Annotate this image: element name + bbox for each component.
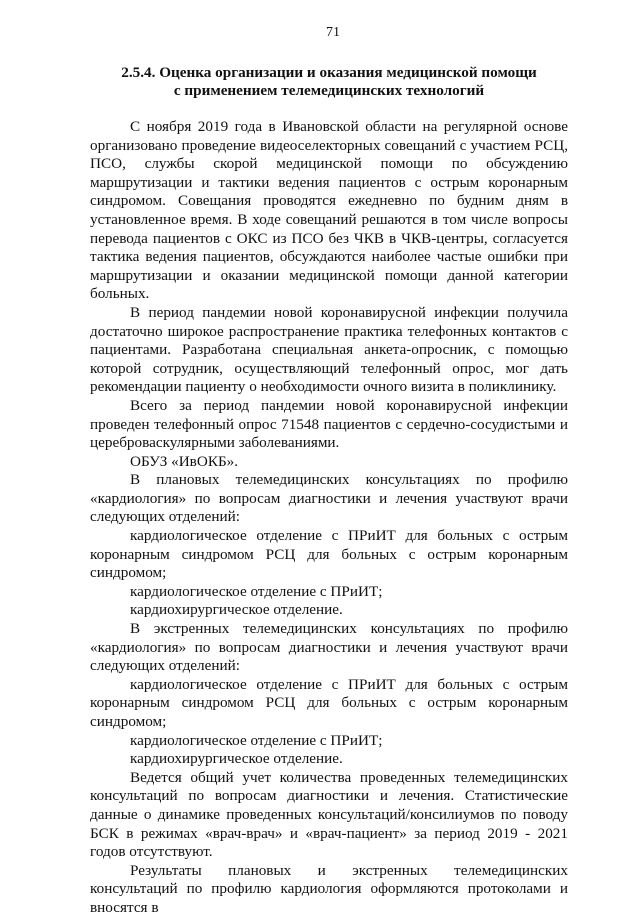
list-item-emergency-2: кардиологическое отделение с ПРиИТ; — [130, 731, 383, 749]
section-heading-line-2: с применением телемедицинских технологий — [173, 82, 485, 99]
paragraph-planned-consultations: В плановых телемедицинских консультациях по профилю «кардиология» по вопросам диагностики и лечения участвуют врачи следующих отделений: — [90, 471, 568, 526]
list-item-emergency-3: кардиохирургическое отделение. — [130, 750, 343, 768]
paragraph-institution: ОБУЗ «ИвОКБ». — [130, 452, 239, 470]
paragraph-phone-survey-total: Всего за период пандемии новой коронавирусной инфекции проведен телефонный опрос 71548 пациентов с сердечно-сосудистыми и цереброваскулярными заболеваниями. — [90, 396, 568, 452]
document-body — [90, 118, 568, 918]
paragraph-videoconference: С ноября 2019 года в Ивановской области на регулярной основе организовано проведение видеоселекторных совещаний с участием РСЦ, ПСО, службы скорой медицинской помощи по обсуждению маршрутизации и тактики ведения пациентов с острым коронарным синдромом. Совещания проводятся ежедневно по будним дням в установленное время. В ходе совещаний решаются в том числе вопросы перевода пациентов с ОКС из ПСО без ЧКВ в ЧКВ-центры, согласуется тактика ведения пациентов, обсуждаются наиболее частые ошибки при маршрутизации и оказании медицинской помощи данной категории больных. — [90, 118, 568, 303]
list-item-planned-1: кардиологическое отделение с ПРиИТ для больных с острым коронарным синдромом РСЦ для больных с острым коронарным синдромом; — [90, 527, 568, 582]
list-item-planned-3: кардиохирургическое отделение. — [130, 601, 343, 619]
section-heading — [90, 64, 568, 100]
paragraph-phone-contacts: В период пандемии новой коронавирусной инфекции получила достаточно широкое распространение практика телефонных контактов с пациентами. Разработана специальная анкета-опросник, с помощью которой сотрудник, осуществляющий телефонный опрос, мог дать рекомендации пациенту о необходимости очного визита в поликлинику. — [90, 303, 568, 396]
paragraph-results: Результаты плановых и экстренных телемедицинских консультаций по профилю кардиология оформляются протоколами и вносятся в — [90, 861, 568, 916]
list-item-emergency-1: кардиологическое отделение с ПРиИТ для больных с острым коронарным синдромом РСЦ для больных с острым коронарным синдромом; — [90, 675, 568, 730]
section-heading-line-1: 2.5.4. Оценка организации и оказания медицинской помощи — [121, 64, 537, 81]
paragraph-statistics: Ведется общий учет количества проведенных телемедицинских консультаций по вопросам диагностики и лечения. Статистические данные о динамике проведенных консультаций/консилиумов по поводу БСК в режимах «врач-врач» и «врач-пациент» за период 2019 - 2021 годов отсутствуют. — [90, 768, 568, 861]
paragraph-emergency-consultations: В экстренных телемедицинских консультациях по профилю «кардиология» по вопросам диагностики и лечения участвуют врачи следующих отделений: — [90, 620, 568, 675]
page-number: 71 — [326, 25, 340, 40]
list-item-planned-2: кардиологическое отделение с ПРиИТ; — [130, 582, 383, 600]
